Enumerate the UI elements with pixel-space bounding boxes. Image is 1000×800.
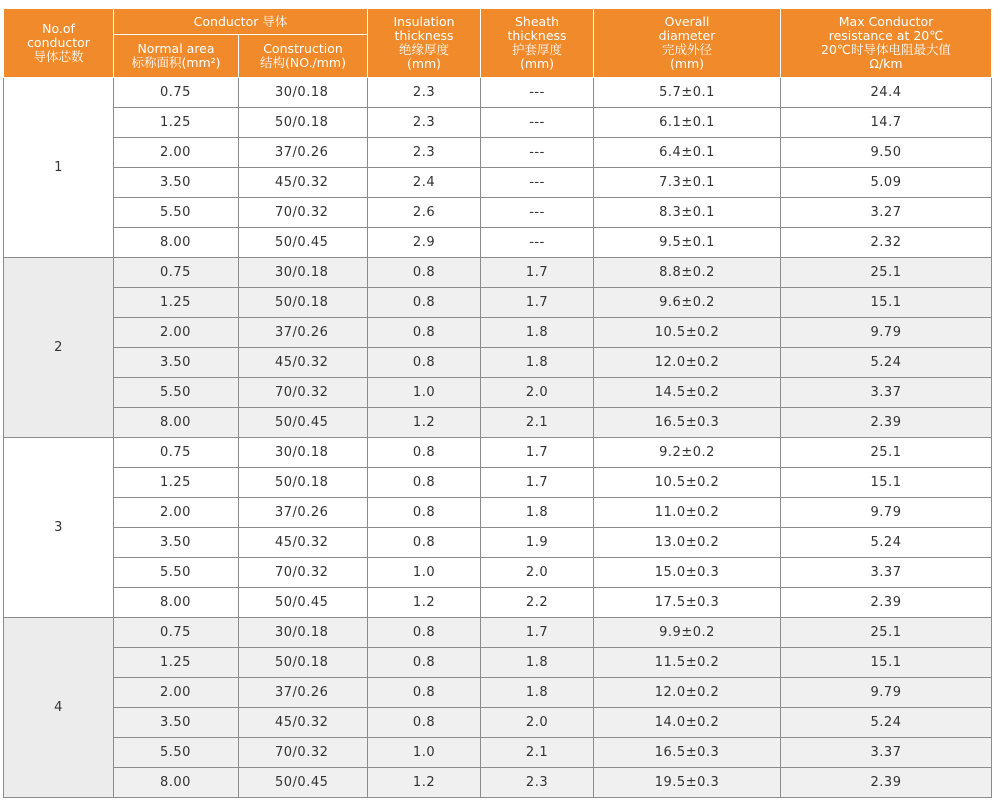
cell-construction: 70/0.32 [239, 738, 368, 768]
cell-overall-diameter: 5.7±0.1 [594, 78, 781, 108]
table-header [4, 9, 992, 78]
cell-normal-area: 8.00 [114, 768, 239, 798]
cell-insulation-thickness: 1.2 [368, 408, 481, 438]
cell-insulation-thickness: 0.8 [368, 678, 481, 708]
table-row [4, 768, 992, 798]
cell-conductor-count: 3 [4, 438, 114, 618]
cell-normal-area: 1.25 [114, 468, 239, 498]
cell-construction: 70/0.32 [239, 378, 368, 408]
cell-overall-diameter: 17.5±0.3 [594, 588, 781, 618]
cell-max-resistance: 15.1 [781, 288, 992, 318]
table-row [4, 138, 992, 168]
cell-overall-diameter: 9.9±0.2 [594, 618, 781, 648]
cell-insulation-thickness: 0.8 [368, 618, 481, 648]
cell-insulation-thickness: 0.8 [368, 648, 481, 678]
cell-sheath-thickness: 2.0 [481, 708, 594, 738]
cell-max-resistance: 9.79 [781, 678, 992, 708]
cell-max-resistance: 2.39 [781, 768, 992, 798]
cell-max-resistance: 3.37 [781, 378, 992, 408]
cell-normal-area: 8.00 [114, 228, 239, 258]
cell-normal-area: 5.50 [114, 738, 239, 768]
cell-construction: 37/0.26 [239, 318, 368, 348]
cell-insulation-thickness: 2.3 [368, 78, 481, 108]
header-sheath-thickness: Sheath thickness 护套厚度 (mm) [481, 9, 594, 78]
table-row [4, 108, 992, 138]
cell-max-resistance: 3.37 [781, 558, 992, 588]
cell-construction: 30/0.18 [239, 258, 368, 288]
cell-insulation-thickness: 0.8 [368, 258, 481, 288]
table-row [4, 468, 992, 498]
table-row [4, 378, 992, 408]
cell-construction: 45/0.32 [239, 168, 368, 198]
cell-normal-area: 1.25 [114, 288, 239, 318]
cell-sheath-thickness: --- [481, 138, 594, 168]
cell-construction: 37/0.26 [239, 678, 368, 708]
cell-insulation-thickness: 1.2 [368, 768, 481, 798]
header-normal-area: Normal area 标称面积(mm²) [114, 35, 239, 78]
cell-insulation-thickness: 2.6 [368, 198, 481, 228]
cell-overall-diameter: 6.4±0.1 [594, 138, 781, 168]
cell-insulation-thickness: 0.8 [368, 318, 481, 348]
cell-max-resistance: 3.37 [781, 738, 992, 768]
spec-table-wrapper [0, 8, 1000, 798]
cell-construction: 45/0.32 [239, 348, 368, 378]
header-overall-diameter: Overall diameter 完成外径 (mm) [594, 9, 781, 78]
table-row [4, 228, 992, 258]
cell-construction: 30/0.18 [239, 78, 368, 108]
cell-normal-area: 8.00 [114, 408, 239, 438]
cell-max-resistance: 5.09 [781, 168, 992, 198]
cell-max-resistance: 9.79 [781, 498, 992, 528]
cell-conductor-count: 1 [4, 78, 114, 258]
cell-max-resistance: 25.1 [781, 438, 992, 468]
cell-max-resistance: 5.24 [781, 708, 992, 738]
cell-sheath-thickness: --- [481, 198, 594, 228]
cell-insulation-thickness: 0.8 [368, 348, 481, 378]
cell-max-resistance: 25.1 [781, 618, 992, 648]
cell-max-resistance: 2.39 [781, 588, 992, 618]
cell-overall-diameter: 9.6±0.2 [594, 288, 781, 318]
cell-sheath-thickness: --- [481, 168, 594, 198]
cell-normal-area: 0.75 [114, 258, 239, 288]
table-row [4, 438, 992, 468]
cell-insulation-thickness: 0.8 [368, 708, 481, 738]
table-row [4, 738, 992, 768]
header-construction: Construction 结构(NO./mm) [239, 35, 368, 78]
cell-sheath-thickness: 1.8 [481, 498, 594, 528]
cell-max-resistance: 2.39 [781, 408, 992, 438]
table-row [4, 78, 992, 108]
cell-max-resistance: 15.1 [781, 468, 992, 498]
cell-overall-diameter: 12.0±0.2 [594, 348, 781, 378]
cell-construction: 30/0.18 [239, 438, 368, 468]
cell-construction: 70/0.32 [239, 198, 368, 228]
cell-construction: 45/0.32 [239, 708, 368, 738]
cell-normal-area: 1.25 [114, 648, 239, 678]
cell-sheath-thickness: 2.0 [481, 558, 594, 588]
cell-max-resistance: 3.27 [781, 198, 992, 228]
cell-sheath-thickness: 1.8 [481, 678, 594, 708]
cell-normal-area: 3.50 [114, 348, 239, 378]
cell-normal-area: 5.50 [114, 558, 239, 588]
cell-construction: 50/0.18 [239, 648, 368, 678]
cell-construction: 30/0.18 [239, 618, 368, 648]
header-conductor: Conductor 导体 [114, 9, 368, 35]
cell-max-resistance: 25.1 [781, 258, 992, 288]
cell-overall-diameter: 16.5±0.3 [594, 408, 781, 438]
cell-construction: 50/0.18 [239, 288, 368, 318]
table-row [4, 198, 992, 228]
cell-normal-area: 5.50 [114, 198, 239, 228]
cell-overall-diameter: 19.5±0.3 [594, 768, 781, 798]
cell-sheath-thickness: 2.0 [481, 378, 594, 408]
cell-sheath-thickness: 1.7 [481, 288, 594, 318]
cell-normal-area: 1.25 [114, 108, 239, 138]
cell-normal-area: 0.75 [114, 78, 239, 108]
cell-construction: 50/0.18 [239, 108, 368, 138]
cell-sheath-thickness: 1.7 [481, 618, 594, 648]
cell-conductor-count: 2 [4, 258, 114, 438]
cell-overall-diameter: 10.5±0.2 [594, 318, 781, 348]
cell-sheath-thickness: 1.7 [481, 258, 594, 288]
cell-normal-area: 0.75 [114, 438, 239, 468]
cell-overall-diameter: 6.1±0.1 [594, 108, 781, 138]
header-insulation-thickness: Insulation thickness 绝缘厚度 (mm) [368, 9, 481, 78]
cell-insulation-thickness: 0.8 [368, 528, 481, 558]
table-row [4, 318, 992, 348]
cell-normal-area: 3.50 [114, 168, 239, 198]
cell-max-resistance: 5.24 [781, 348, 992, 378]
cell-overall-diameter: 14.5±0.2 [594, 378, 781, 408]
cell-max-resistance: 5.24 [781, 528, 992, 558]
table-row [4, 708, 992, 738]
cell-overall-diameter: 13.0±0.2 [594, 528, 781, 558]
cell-insulation-thickness: 1.0 [368, 558, 481, 588]
cell-insulation-thickness: 1.2 [368, 588, 481, 618]
cell-max-resistance: 9.50 [781, 138, 992, 168]
table-row [4, 678, 992, 708]
cell-insulation-thickness: 0.8 [368, 438, 481, 468]
cell-insulation-thickness: 0.8 [368, 498, 481, 528]
cell-insulation-thickness: 1.0 [368, 738, 481, 768]
table-row [4, 408, 992, 438]
cell-overall-diameter: 8.3±0.1 [594, 198, 781, 228]
header-max-resistance: Max Conductor resistance at 20℃ 20℃时导体电阻最大值 Ω/km [781, 9, 992, 78]
table-row [4, 588, 992, 618]
cell-sheath-thickness: 2.3 [481, 768, 594, 798]
cell-sheath-thickness: 1.8 [481, 318, 594, 348]
cable-spec-table [3, 8, 992, 798]
cell-overall-diameter: 11.5±0.2 [594, 648, 781, 678]
cell-sheath-thickness: 1.7 [481, 438, 594, 468]
cell-construction: 37/0.26 [239, 498, 368, 528]
cell-normal-area: 2.00 [114, 678, 239, 708]
cell-max-resistance: 2.32 [781, 228, 992, 258]
cell-sheath-thickness: --- [481, 108, 594, 138]
cell-sheath-thickness: 1.8 [481, 348, 594, 378]
table-row [4, 498, 992, 528]
cell-sheath-thickness: --- [481, 78, 594, 108]
cell-normal-area: 2.00 [114, 138, 239, 168]
table-body [4, 78, 992, 798]
header-no-of-conductor: No.of conductor 导体芯数 [4, 9, 114, 78]
cell-overall-diameter: 11.0±0.2 [594, 498, 781, 528]
cell-overall-diameter: 16.5±0.3 [594, 738, 781, 768]
cell-max-resistance: 14.7 [781, 108, 992, 138]
cell-construction: 45/0.32 [239, 528, 368, 558]
cell-overall-diameter: 12.0±0.2 [594, 678, 781, 708]
cell-normal-area: 0.75 [114, 618, 239, 648]
cell-normal-area: 5.50 [114, 378, 239, 408]
cell-construction: 70/0.32 [239, 558, 368, 588]
cell-overall-diameter: 9.2±0.2 [594, 438, 781, 468]
table-row [4, 558, 992, 588]
cell-sheath-thickness: 1.7 [481, 468, 594, 498]
cell-construction: 50/0.45 [239, 588, 368, 618]
table-row [4, 258, 992, 288]
cell-overall-diameter: 14.0±0.2 [594, 708, 781, 738]
cell-insulation-thickness: 2.3 [368, 108, 481, 138]
cell-sheath-thickness: 1.8 [481, 648, 594, 678]
cell-insulation-thickness: 2.3 [368, 138, 481, 168]
cell-insulation-thickness: 1.0 [368, 378, 481, 408]
cell-insulation-thickness: 2.4 [368, 168, 481, 198]
cell-insulation-thickness: 2.9 [368, 228, 481, 258]
cell-insulation-thickness: 0.8 [368, 288, 481, 318]
table-row [4, 528, 992, 558]
cell-sheath-thickness: 2.1 [481, 408, 594, 438]
cell-sheath-thickness: 2.1 [481, 738, 594, 768]
cell-overall-diameter: 7.3±0.1 [594, 168, 781, 198]
table-row [4, 168, 992, 198]
table-row [4, 288, 992, 318]
cell-normal-area: 3.50 [114, 528, 239, 558]
cell-construction: 50/0.45 [239, 408, 368, 438]
table-row [4, 348, 992, 378]
cell-overall-diameter: 15.0±0.3 [594, 558, 781, 588]
cell-sheath-thickness: 2.2 [481, 588, 594, 618]
cell-max-resistance: 9.79 [781, 318, 992, 348]
cell-conductor-count: 4 [4, 618, 114, 798]
cell-normal-area: 2.00 [114, 318, 239, 348]
cell-normal-area: 3.50 [114, 708, 239, 738]
cell-construction: 50/0.45 [239, 228, 368, 258]
table-row [4, 618, 992, 648]
cell-sheath-thickness: 1.9 [481, 528, 594, 558]
cell-normal-area: 2.00 [114, 498, 239, 528]
cell-construction: 37/0.26 [239, 138, 368, 168]
cell-insulation-thickness: 0.8 [368, 468, 481, 498]
cell-max-resistance: 24.4 [781, 78, 992, 108]
cell-overall-diameter: 10.5±0.2 [594, 468, 781, 498]
cell-overall-diameter: 8.8±0.2 [594, 258, 781, 288]
cell-construction: 50/0.45 [239, 768, 368, 798]
cell-sheath-thickness: --- [481, 228, 594, 258]
cell-max-resistance: 15.1 [781, 648, 992, 678]
cell-normal-area: 8.00 [114, 588, 239, 618]
table-row [4, 648, 992, 678]
cell-construction: 50/0.18 [239, 468, 368, 498]
cell-overall-diameter: 9.5±0.1 [594, 228, 781, 258]
